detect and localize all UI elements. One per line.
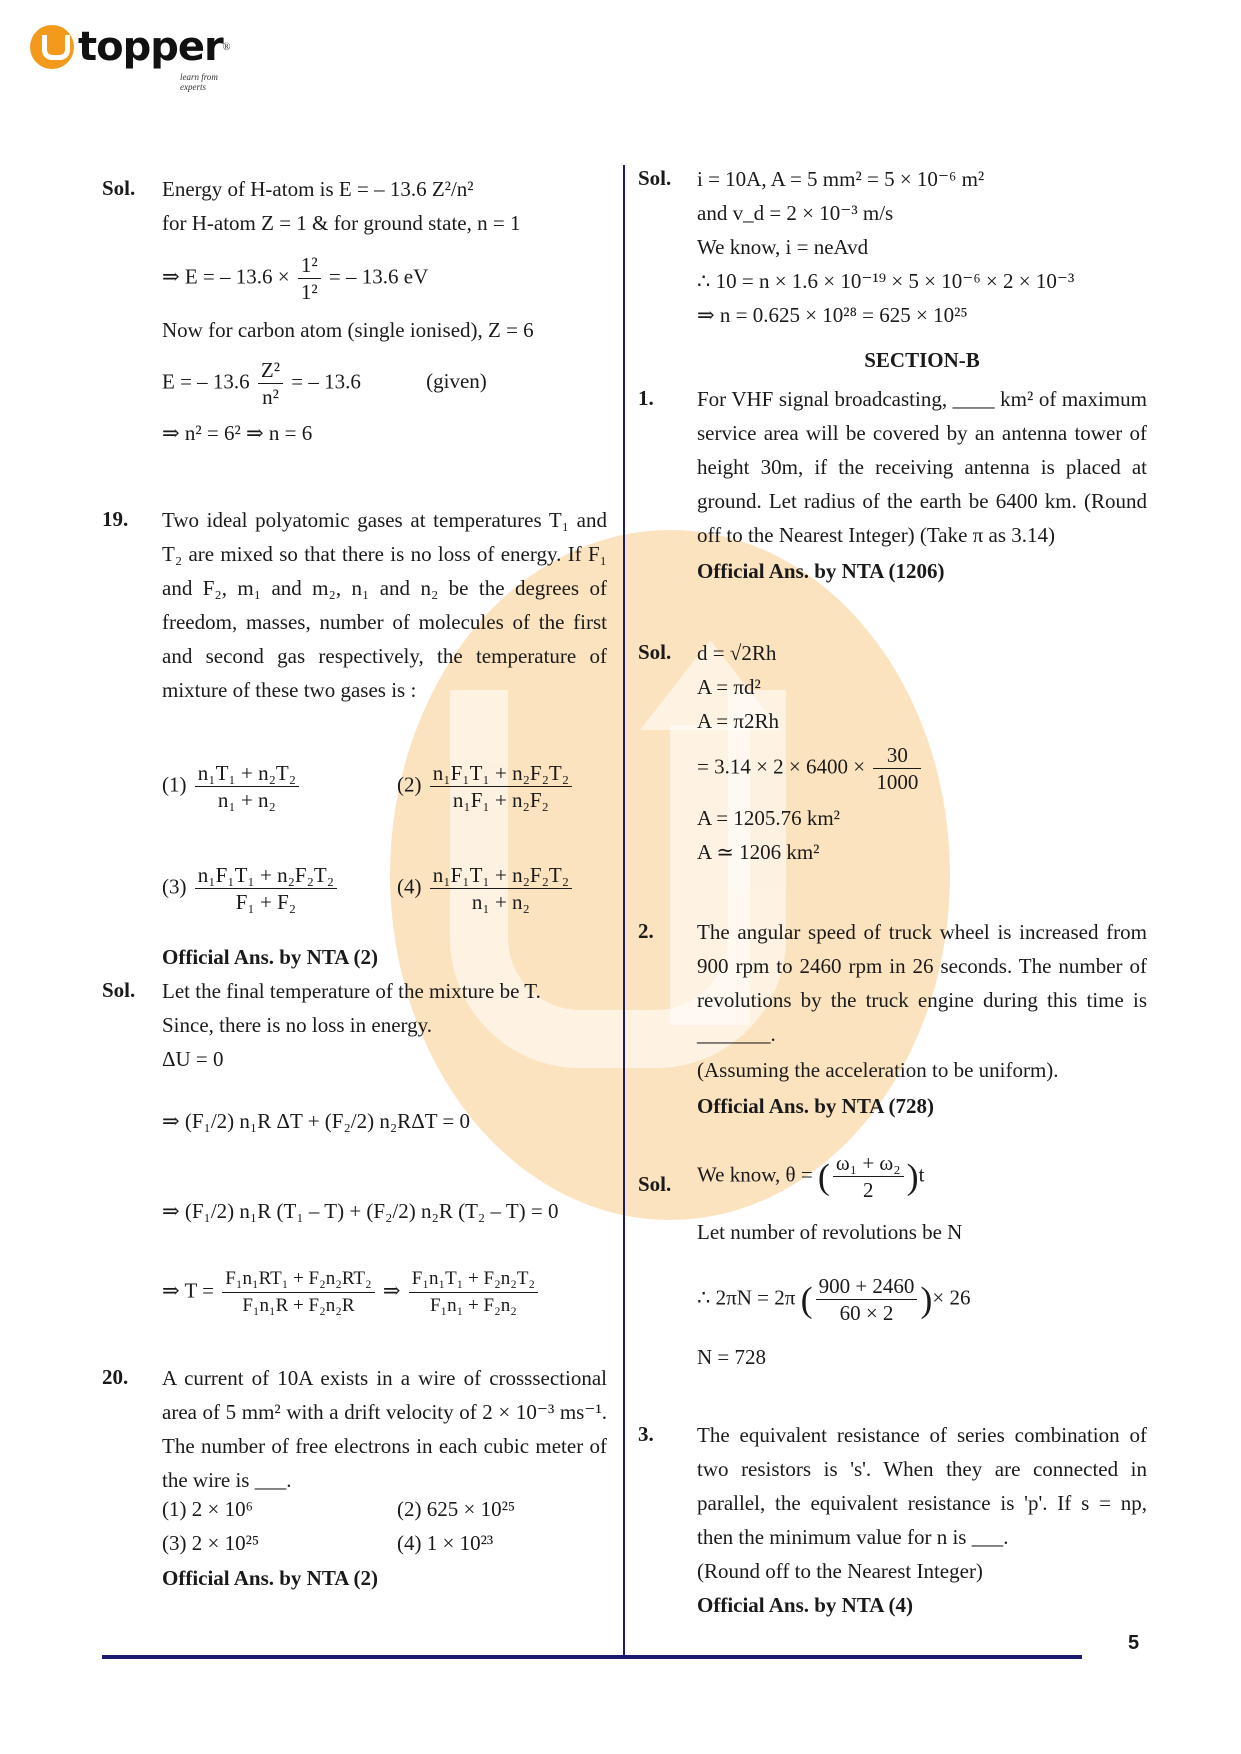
solution-20: i = 10A, A = 5 mm² = 5 × 10⁻⁶ m² and v_d = 2 × 10⁻³ m/s We know, i = neAvd ∴ 10 = n × 1.6 × 10⁻¹⁹ × 5 × 10⁻⁶ × 2 × 10⁻³ ⇒ n = 0.625 × 10²⁸ = 625 × 10²⁵ [697, 167, 1075, 327]
brand-tagline: learn from experts [180, 72, 218, 92]
sol-label: Sol. [638, 166, 672, 190]
question-20: A current of 10A exists in a wire of crosssectional area of 5 mm² with a drift velocity of 2 × 10⁻³ ms⁻¹. The number of free electrons in each cubic meter of the wire is ___. [162, 1366, 607, 1492]
option-1: (1) 2 × 10⁶ [162, 1497, 253, 1521]
solution-19: Let the final temperature of the mixture be T. Since, there is no loss in energy. ΔU = 0 ⇒ (F₁/2) n₁R ΔT + (F₂/2) n₂RΔT = 0 ⇒ (F₁/2) n₁R (T₁ – T) + (F₂/2) n₂R (T₂ – T) = 0 ⇒ T = $\frac{\text{F₁n₁RT₁ + F₂n₂RT₂}}{\text{F₁n₁R + F₂n₂R}}$ ⇒ $\frac{\text{F₁n₁T₁ + F₂n₂T₂}}{\text{F₁n₁ + F₂n₂}}$ [162, 974, 607, 1319]
official-answer: Official Ans. by NTA (2) [162, 945, 379, 969]
column-divider [623, 165, 625, 1655]
official-answer: Official Ans. by NTA (1206) [697, 559, 945, 583]
question-number: 2. [638, 919, 654, 943]
question-number: 3. [638, 1422, 654, 1446]
option-4: (4) $\frac{\text{n₁F₁T₁ + n₂F₂T₂}}{\text{n₁ + n₂}}$ [397, 862, 575, 915]
official-answer: Official Ans. by NTA (728) [697, 1094, 935, 1118]
question-3: The equivalent resistance of series combination of two resistors is 's'. When they are connected in parallel, the equivalent resistance is 'p'. If s = np, then the minimum value for n is ___. (Round off to the Nearest Integer) Official Ans. by NTA (4) [697, 1418, 1147, 1622]
question-2: The angular speed of truck wheel is increased from 900 rpm to 2460 rpm in 26 seconds. The number of revolutions by the truck engine during this time is _______. (Assuming the acceleration to be uniform). Official Ans. by NTA (728) [697, 915, 1147, 1123]
equation: E = – 13.6 $\frac{\text{Z²}}{\text{n²}}$ = – 13.6 (given) [162, 358, 487, 409]
question-number: 1. [638, 386, 654, 410]
option-3: (3) $\frac{\text{n₁F₁T₁ + n₂F₂T₂}}{\text{F₁ + F₂}}$ [162, 862, 340, 915]
option-1: (1) $\frac{\text{n₁T₁ + n₂T₂}}{\text{n₁ + n₂}}$ [162, 760, 302, 813]
brand-name: topper [78, 24, 223, 70]
question-1: For VHF signal broadcasting, ____ km² of maximum service area will be covered by an antenna tower of height 30m, if the receiving antenna is placed at ground. Let radius of the earth be 6400 km. (Round off to the Nearest Integer) (Take π as 3.14) Official Ans. by NTA (1206) [697, 382, 1147, 588]
brand-logo: topper ® learn from experts [30, 24, 230, 70]
solution-1: d = √2Rh A = πd² A = π2Rh = 3.14 × 2 × 6400 × $\frac{30}{1000}$ A = 1205.76 km² A ≃ 1206 km² [697, 636, 1147, 869]
sol-label: Sol. [638, 1172, 672, 1196]
question-number: 20. [102, 1365, 129, 1389]
option-4: (4) 1 × 10²³ [397, 1531, 494, 1555]
sol-label: Sol. [102, 978, 136, 1002]
page-number: 5 [1128, 1632, 1140, 1654]
option-2: (2) 625 × 10²⁵ [397, 1497, 516, 1521]
sol-label: Sol. [102, 176, 136, 200]
sol-label: Sol. [638, 640, 672, 664]
equation: ⇒ E = – 13.6 × $\frac{\text{1²}}{\text{1²}}$ = – 13.6 eV [162, 253, 429, 304]
official-answer: Official Ans. by NTA (4) [697, 1593, 914, 1617]
section-heading: SECTION-B [864, 348, 980, 372]
question-19: Two ideal polyatomic gases at temperatures T₁ and T₂ are mixed so that there is no loss of energy. If F₁ and F₂, m₁ and m₂, n₁ and n₂ be the degrees of freedom, masses, number of molecules of the first and second gas respectively, the temperature of mixture of these two gases is : [162, 508, 607, 702]
footer-rule [102, 1655, 1082, 1659]
solution-2: We know, θ = ( $\frac{\text{ω₁ + ω₂}}{2}$ )t Let number of revolutions be N ∴ 2πN = 2π ( $\frac{900 + 2460}{60 \times 2}$ )× 26 N = 728 [697, 1150, 1147, 1374]
logo-u-icon [30, 25, 74, 69]
option-2: (2) $\frac{\text{n₁F₁T₁ + n₂F₂T₂}}{\text{n₁F₁ + n₂F₂}}$ [397, 760, 575, 813]
question-number: 19. [102, 507, 129, 531]
equation: ∴ 2πN = 2π ( $\frac{900 + 2460}{60 \times 2}$ )× 26 [697, 1274, 971, 1325]
solution-18: Energy of H-atom is E = – 13.6 Z²/n² for H-atom Z = 1 & for ground state, n = 1 ⇒ E = – 13.6 × $\frac{\text{1²}}{\text{1²}}$ = – 13.6 eV Now for carbon atom (single ionised), Z = 6 E = – 13.6 $\frac{\text{Z²}}{\text{n²}}$ = – 13.6 (given) ⇒ n² = 6² ⇒ n = 6 [162, 172, 607, 450]
equation: ⇒ T = $\frac{\text{F₁n₁RT₁ + F₂n₂RT₂}}{\text{F₁n₁R + F₂n₂R}}$ ⇒ $\frac{\text{F₁n₁T₁ + F₂n₂T₂}}{\text{F₁n₁ + F₂n₂}}$ [162, 1266, 607, 1319]
option-3: (3) 2 × 10²⁵ [162, 1531, 260, 1555]
official-answer: Official Ans. by NTA (2) [162, 1566, 379, 1590]
equation: We know, θ = ( $\frac{\text{ω₁ + ω₂}}{2}$ )t [697, 1151, 925, 1202]
equation: = 3.14 × 2 × 6400 × $\frac{30}{1000}$ [697, 742, 1147, 795]
